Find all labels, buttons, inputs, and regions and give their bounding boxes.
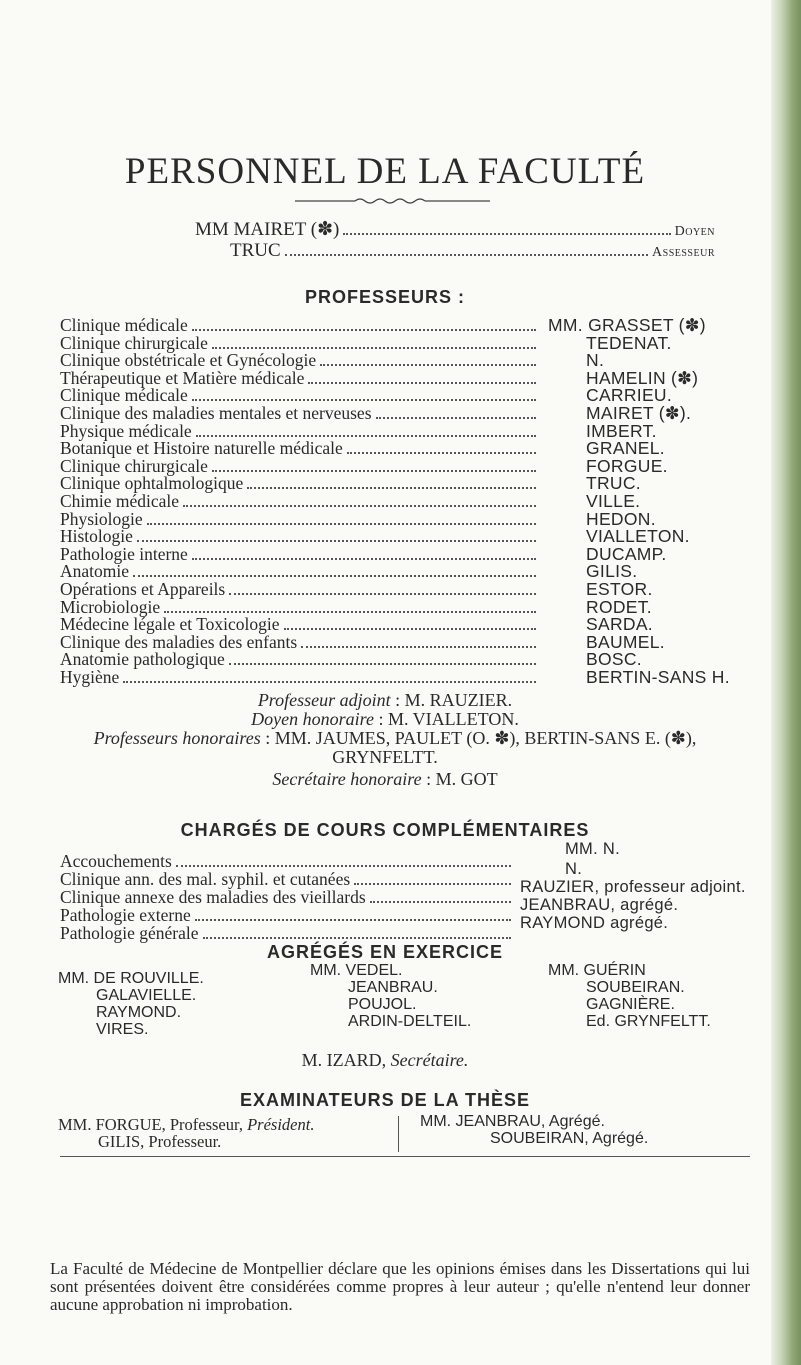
secretaire-line: M. IZARD, Secrétaire. (301, 1050, 469, 1070)
list-item: Histologie (60, 528, 540, 546)
professor-name: IMBERT. (586, 420, 657, 441)
professor-name: BAUMEL. (586, 631, 665, 652)
list-item: Botanique et Histoire naturelle médicale (60, 440, 540, 458)
professor-name: CARRIEU. (586, 385, 673, 406)
professor-name: VIALLETON. (586, 526, 690, 547)
list-item: Microbiologie (60, 599, 540, 617)
professor-name: HEDON. (586, 508, 656, 529)
officer-row (195, 218, 715, 241)
list-item: Anatomie (60, 563, 540, 581)
honoraires-line: Professeurs honoraires : MM. JAUMES, PAULET (O. ✽), BERTIN-SANS E. (✽), (93, 728, 697, 748)
list-item: Opérations et Appareils (60, 581, 540, 599)
honoraires-line-2: GRYNFELTT. (332, 747, 438, 767)
agreges-column-2: MM. VEDEL. JEANBRAU. POUJOL. ARDIN-DELTEIL. (310, 962, 472, 1030)
professors-heading: PROFESSEURS : (304, 287, 466, 307)
mm-label: MM. (548, 315, 583, 335)
professor-name: TEDENAT. (586, 332, 672, 353)
officer-name: TRUC (230, 240, 281, 261)
examinateurs-divider (398, 1116, 399, 1152)
professor-name: FORGUE. (586, 455, 668, 476)
professor-name: BOSC. (586, 649, 642, 670)
adjoint-line: Professeur adjoint : M. RAUZIER. (257, 690, 513, 710)
list-item: Chimie médicale (60, 493, 540, 511)
officer-row (230, 240, 715, 262)
professor-name: VILLE. (586, 490, 641, 511)
agreges-column-1: MM. DE ROUVILLE. GALAVIELLE. RAYMOND. VIRES. (58, 970, 204, 1038)
list-item: Pathologie générale (60, 924, 515, 942)
professors-subjects (60, 317, 540, 686)
professor-name: RODET. (586, 596, 652, 617)
charges-heading: CHARGÉS DE COURS COMPLÉMENTAIRES (180, 820, 590, 840)
list-item: Thérapeutique et Matière médicale (60, 370, 540, 388)
professor-name: HAMELIN (✽) (586, 367, 699, 388)
professor-name: GILIS. (586, 561, 638, 582)
separator-rule (60, 1156, 750, 1157)
professor-name: ESTOR. (586, 578, 653, 599)
officer-role: Assesseur (652, 245, 715, 260)
examinateurs-right: MM. JEANBRAU, Agrégé. SOUBEIRAN, Agrégé. (420, 1113, 649, 1147)
officer-name: MM MAIRET (✽) (195, 219, 340, 240)
list-item: Physique médicale (60, 423, 540, 441)
professor-name: SARDA. (586, 614, 653, 635)
examinateurs-left: MM. FORGUE, Professeur, Président. GILIS, Professeur. (58, 1115, 315, 1151)
title-ornament (295, 197, 490, 205)
professor-name: TRUC. (586, 473, 641, 494)
professor-name: BERTIN-SANS H. (586, 666, 730, 687)
professor-name: MAIRET (✽). (586, 402, 692, 423)
list-item: Clinique médicale (60, 387, 540, 405)
list-item: Anatomie pathologique (60, 651, 540, 669)
list-item: Pathologie interne (60, 546, 540, 564)
professor-name: GRASSET (✽) (588, 315, 706, 335)
secretaire-honoraire-line: Secrétaire honoraire : M. GOT (272, 769, 498, 789)
doyen-honoraire-line: Doyen honoraire : M. VIALLETON. (251, 709, 519, 729)
disclaimer-paragraph: La Faculté de Médecine de Montpellier déclare que les opinions émises dans les Dissertations qui lui sont présentées doivent être considérées comme propres à leur auteur ; qu'elle n'entend leur donner aucune approbation ni improbation. (50, 1259, 750, 1314)
charges-names: MM. N. N. RAUZIER, professeur adjoint. JEANBRAU, agrégé. RAYMOND agrégé. (520, 840, 746, 932)
list-item: Physiologie (60, 511, 540, 529)
list-item: Clinique des maladies mentales et nerveuses (60, 405, 540, 423)
professor-name: N. (586, 350, 605, 371)
list-item: Clinique ann. des mal. syphil. et cutanées (60, 870, 515, 888)
agreges-heading: AGRÉGÉS EN EXERCICE (266, 942, 504, 962)
list-item: Clinique obstétricale et Gynécologie (60, 352, 540, 370)
professor-name: DUCAMP. (586, 543, 667, 564)
list-item: Clinique médicale (60, 317, 540, 335)
list-item: Accouchements (60, 852, 515, 870)
list-item: Hygiène (60, 669, 540, 687)
examinateurs-heading: EXAMINATEURS DE LA THÈSE (239, 1090, 531, 1110)
list-item: Clinique chirurgicale (60, 335, 540, 353)
agreges-column-3: MM. GUÉRIN SOUBEIRAN. GAGNIÈRE. Ed. GRYNFELTT. (548, 962, 711, 1030)
professors-names (548, 317, 730, 686)
list-item: Clinique annexe des maladies des vieillards (60, 888, 515, 906)
officer-role: Doyen (674, 224, 715, 239)
professor-name: GRANEL. (586, 438, 665, 459)
list-item: Pathologie externe (60, 906, 515, 924)
list-item: Médecine légale et Toxicologie (60, 616, 540, 634)
charges-subjects (60, 852, 515, 942)
list-item: Clinique des maladies des enfants (60, 634, 540, 652)
page-title: PERSONNEL DE LA FACULTÉ (124, 151, 646, 192)
list-item: Clinique ophtalmologique (60, 475, 540, 493)
page-edge-binding (771, 0, 801, 1365)
list-item: Clinique chirurgicale (60, 458, 540, 476)
